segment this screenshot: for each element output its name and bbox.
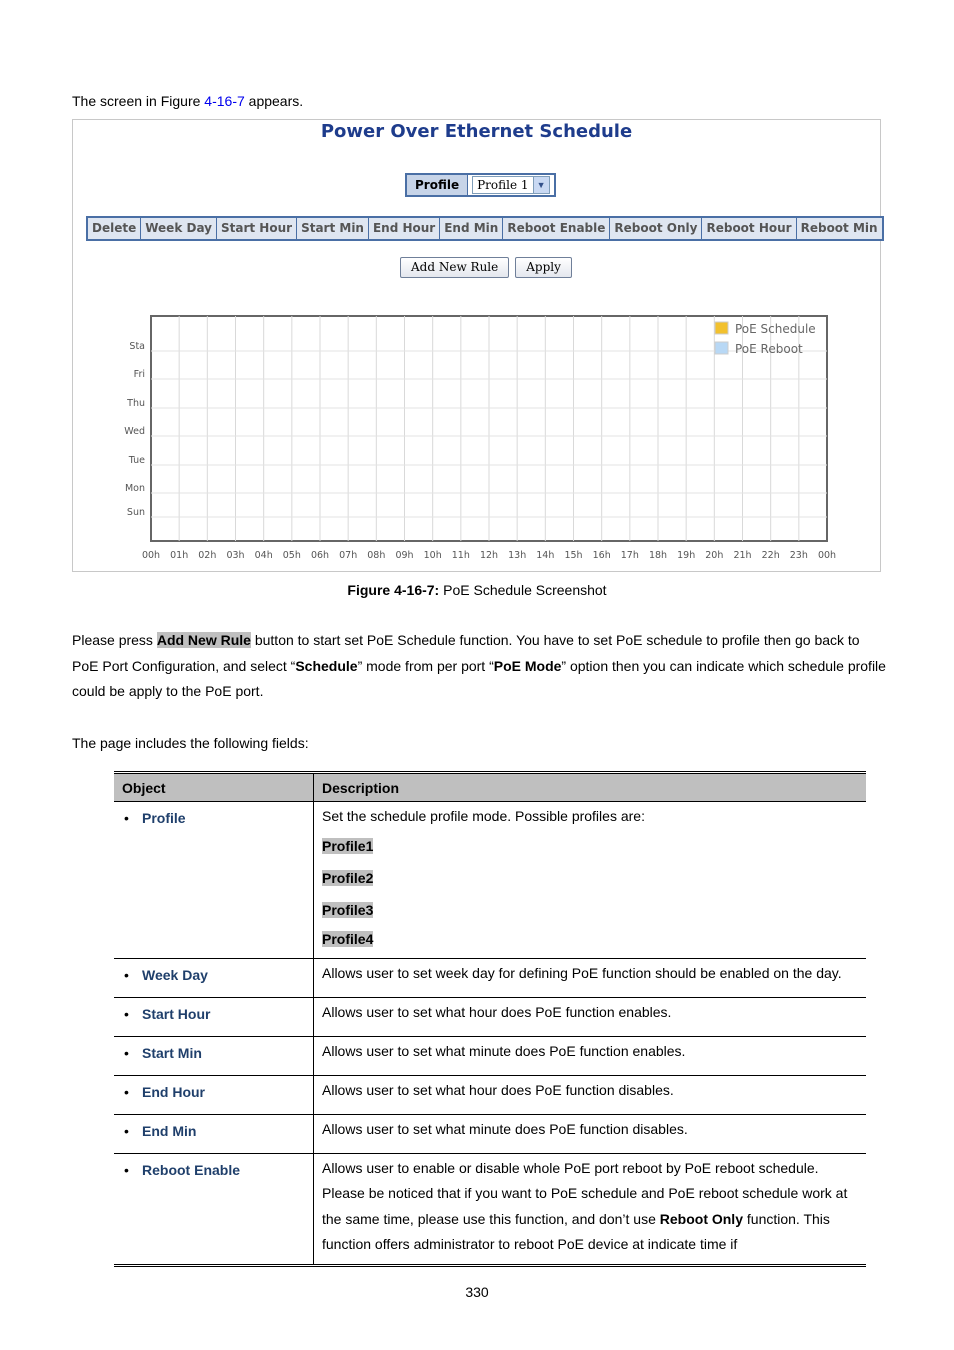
para-text-2: button to start set PoE Schedule function. You have to set PoE schedule to profile then go back to PoE Port Configuration, and select “ [72,632,860,674]
x-tick-label: 16h [592,550,611,561]
profile-option: Profile3 [322,901,374,918]
description-cell: Allows user to set what minute does PoE function enables. [314,1036,867,1075]
fields-intro: The page includes the following fields: [72,735,309,751]
x-tick-label: 06h [310,550,330,561]
x-tick-label: 05h [282,550,301,561]
intro-text [72,93,303,109]
y-tick-label: Sun [126,507,145,518]
x-tick-label: 03h [226,550,245,561]
x-tick-label: 07h [339,550,358,561]
description-cell: Allows user to set what hour does PoE function enables. [314,997,867,1036]
col-reboot-hour: Reboot Hour [702,218,796,239]
x-tick-label: 11h [451,550,470,561]
bullet-icon: • [124,1161,129,1178]
table-row [114,997,866,1036]
col-week-day: Week Day [141,218,217,239]
bullet-icon: • [124,810,129,826]
apply-button[interactable]: Apply [515,257,572,278]
x-tick-label: 01h [170,550,189,561]
object-cell [114,1153,314,1265]
x-tick-label: 20h [705,550,724,561]
bullet-icon: • [124,966,129,983]
y-tick-label: Wed [124,426,145,437]
poe-mode-bold: PoE Mode [493,657,562,674]
object-cell [114,958,314,997]
legend-swatch [715,322,728,334]
x-tick-label: 17h [620,550,639,561]
table-row [114,1153,866,1265]
object-cell [114,802,314,959]
schedule-mode-bold: Schedule [295,657,358,674]
object-cell [114,1114,314,1153]
x-tick-label: 00h [141,550,161,561]
intro-before: The screen in Figure [72,93,205,109]
x-tick-label: 00h [817,550,837,561]
object-name: End Min [142,1122,197,1139]
bullet-icon: • [124,1122,129,1139]
para-text-1: Please press [72,632,157,648]
x-tick-label: 18h [648,550,668,561]
bullet-icon: • [124,1083,129,1100]
bullet-icon: • [124,1005,129,1022]
x-tick-label: 14h [536,550,555,561]
x-tick-label: 12h [479,550,499,561]
reboot-only-bold: Reboot Only [659,1210,743,1227]
legend-label: PoE Reboot [735,342,803,356]
profile-label: Profile [407,175,468,195]
x-tick-label: 08h [367,550,386,561]
header-description: Description [314,773,867,802]
object-name: Reboot Enable [142,1161,241,1178]
x-tick-label: 02h [198,550,217,561]
profile-option: Profile1 [322,837,374,854]
page-number: 330 [465,1284,489,1300]
y-tick-label: Fri [133,369,145,380]
table-row [114,1075,866,1114]
chevron-down-icon[interactable]: ▼ [533,177,549,193]
poe-schedule-screenshot [72,119,881,572]
x-tick-label: 04h [254,550,273,561]
reboot-desc-1: Allows user to enable or disable whole PoE port reboot by PoE reboot schedule. Please be noticed that if you want to PoE schedule and PoE reboot schedule work at the same time, please use this function, and don’t use [322,1159,848,1227]
object-cell [114,1075,314,1114]
screenshot-title: Power Over Ethernet Schedule [320,121,633,142]
action-buttons [400,257,572,278]
caption-label: Figure 4-16-7: [347,582,440,598]
description-cell [314,802,867,959]
caption-text: PoE Schedule Screenshot [439,582,607,598]
x-tick-label: 15h [564,550,583,561]
table-row [114,1036,866,1075]
y-tick-label: Mon [124,483,145,494]
col-delete: Delete [88,218,141,239]
figure-link[interactable]: 4-16-7 [204,93,245,109]
para-text-4: ” option then you can indicate which schedule profile could be apply to the PoE port. [72,657,886,699]
rule-table-header [86,216,884,241]
legend-label: PoE Schedule [735,322,816,336]
description-cell: Allows user to set what minute does PoE function disables. [314,1114,867,1153]
col-end-hour: End Hour [369,218,440,239]
y-tick-label: Sta [129,341,145,352]
profile-select-cell [468,175,553,195]
table-row [114,802,866,959]
profile-desc: Set the schedule profile mode. Possible profiles are: [322,808,645,824]
table-row [114,958,866,997]
col-reboot-only: Reboot Only [610,218,702,239]
object-name: Start Hour [142,1005,211,1022]
figure-caption [0,582,954,598]
x-tick-label: 19h [677,550,696,561]
description-cell [314,1153,867,1265]
x-tick-label: 13h [508,550,527,561]
para-text-3: ” mode from per port “ [357,657,494,674]
intro-after: appears. [244,93,304,109]
profile-dropdown[interactable] [472,176,549,194]
add-new-rule-highlight: Add New Rule [156,632,251,648]
x-tick-label: 09h [395,550,414,561]
reboot-desc-2: function. This function offers administrator to reboot PoE device at indicate time if [322,1210,830,1252]
object-cell [114,1036,314,1075]
x-tick-label: 21h [733,550,752,561]
table-row [114,1114,866,1153]
profile-option: Profile4 [322,930,374,947]
bullet-icon: • [124,1044,129,1061]
col-reboot-min: Reboot Min [797,218,882,239]
legend-swatch [715,342,728,354]
profile-selected-value: Profile 1 [477,178,529,192]
object-name: Start Min [142,1044,202,1061]
y-tick-label: Thu [127,398,145,409]
x-tick-label: 23h [789,550,808,561]
fields-table [114,771,866,1267]
object-name: Week Day [142,966,208,983]
description-cell: Allows user to set week day for defining PoE function should be enabled on the day. [314,958,867,997]
x-tick-label: 10h [423,550,442,561]
col-start-min: Start Min [297,218,369,239]
description-cell: Allows user to set what hour does PoE function disables. [314,1075,867,1114]
col-reboot-enable: Reboot Enable [503,218,610,239]
x-tick-label: 22h [761,550,780,561]
table-header-row [114,773,866,802]
profile-option: Profile2 [322,869,374,886]
profile-selector [405,173,556,197]
object-name: End Hour [142,1083,205,1100]
add-new-rule-button[interactable]: Add New Rule [400,257,509,278]
col-end-min: End Min [440,218,503,239]
object-name: Profile [142,810,186,826]
header-object: Object [114,773,314,802]
instructions-paragraph [72,628,887,705]
col-start-hour: Start Hour [217,218,297,239]
y-tick-label: Tue [128,455,145,466]
schedule-chart [103,308,843,568]
object-cell [114,997,314,1036]
